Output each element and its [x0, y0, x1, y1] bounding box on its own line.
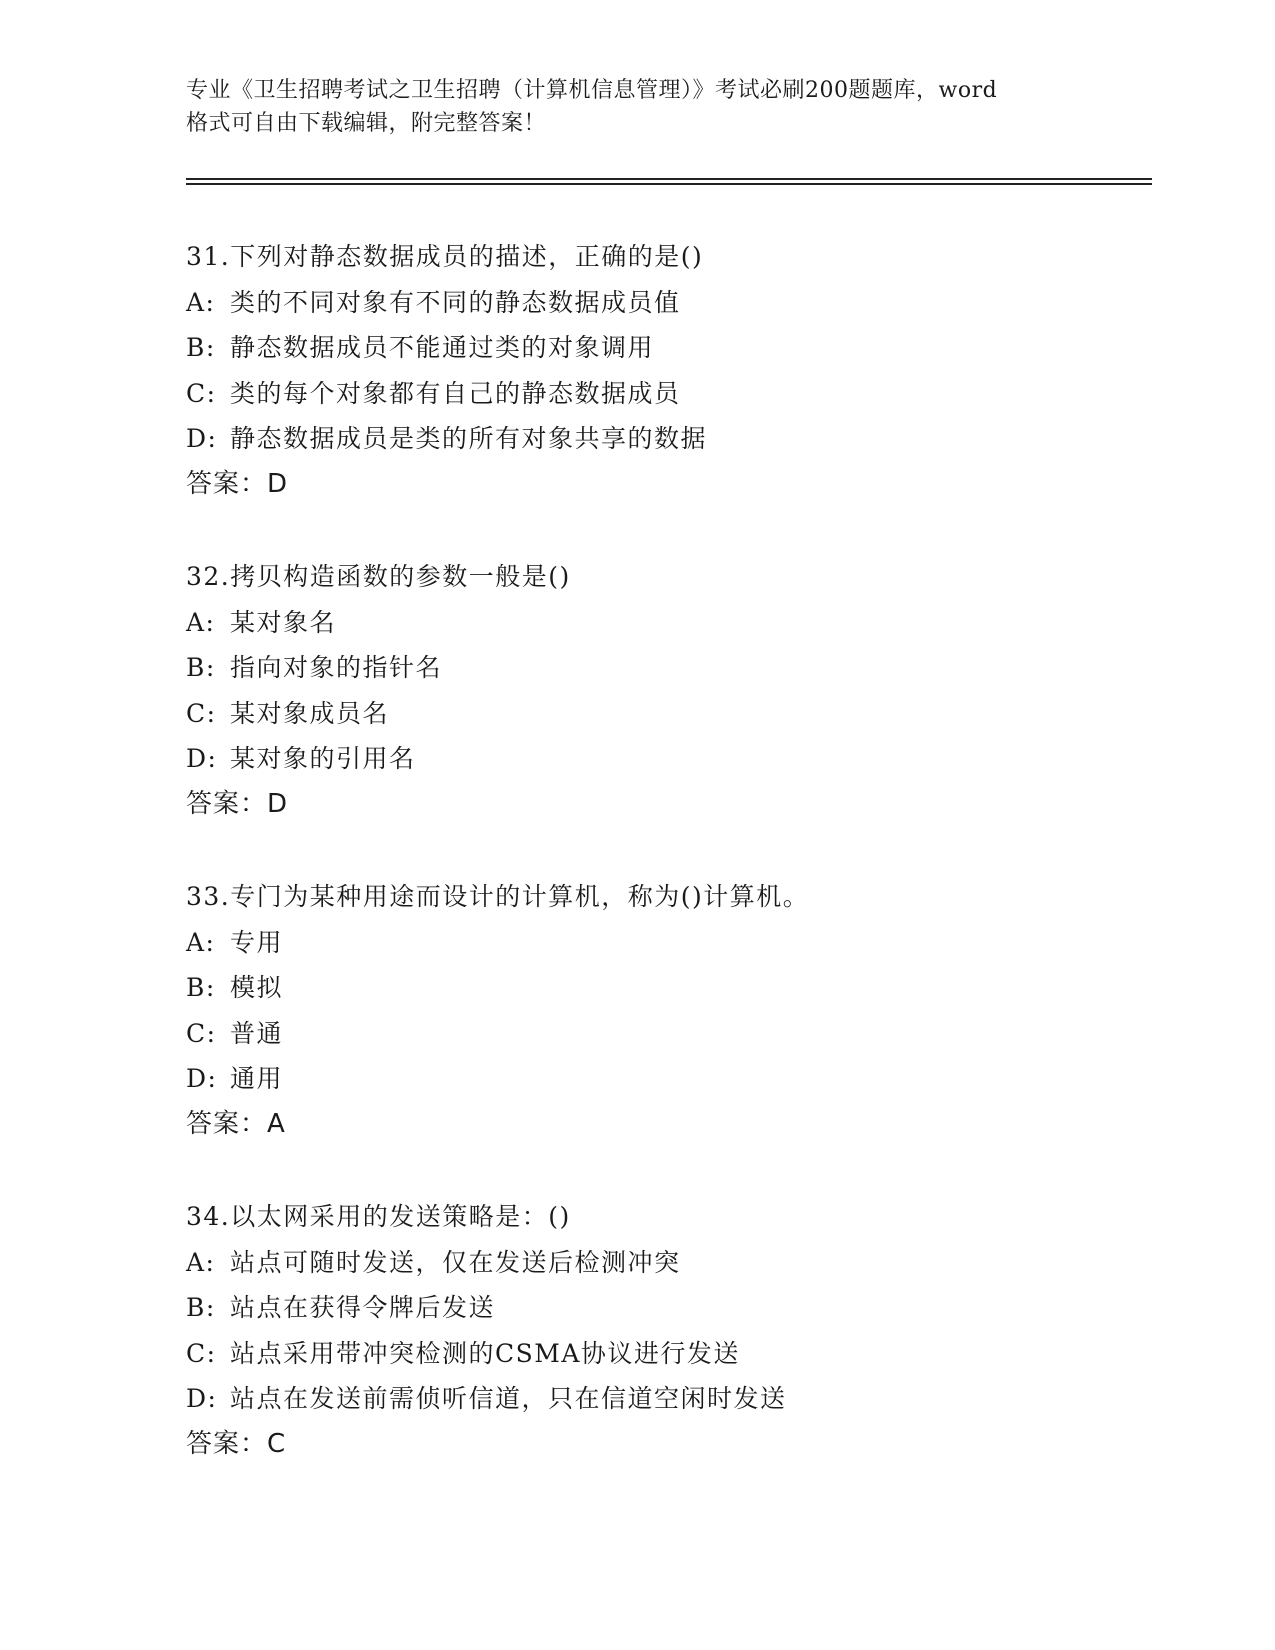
option-text: 某对象名: [230, 607, 337, 637]
option-text: 站点可随时发送，仅在发送后检测冲突: [230, 1247, 681, 1277]
option-text: 静态数据成员是类的所有对象共享的数据: [230, 424, 708, 453]
question-stem: 34.以太网采用的发送策略是：(): [186, 1202, 571, 1231]
question-block: [186, 554, 1146, 827]
option-a: [186, 920, 1146, 966]
option-b: [186, 325, 1146, 371]
option-key: B:: [186, 973, 216, 1002]
question-stem: 32.拷贝构造函数的参数一般是(): [186, 562, 571, 591]
option-key: C:: [186, 1018, 217, 1048]
option-d: [186, 1056, 1146, 1102]
option-key: B:: [186, 1293, 216, 1322]
option-d: [186, 736, 1146, 782]
option-key: D:: [186, 1384, 218, 1413]
option-text: 模拟: [230, 973, 284, 1002]
option-a: [186, 1240, 1146, 1286]
document-header: [186, 74, 1091, 140]
option-b: [186, 965, 1146, 1011]
option-d: [186, 416, 1146, 462]
option-c: [186, 1011, 1146, 1057]
option-text: 某对象成员名: [230, 698, 390, 728]
option-text: 站点在发送前需侦听信道，只在信道空闲时发送: [230, 1384, 787, 1413]
option-key: D:: [186, 424, 218, 453]
option-a: [186, 280, 1146, 326]
option-a: [186, 600, 1146, 646]
answer-line: 答案：D: [186, 468, 289, 499]
option-text: 通用: [230, 1064, 284, 1093]
option-key: A:: [186, 287, 216, 317]
option-text: 站点在获得令牌后发送: [230, 1293, 496, 1322]
option-c: [186, 371, 1146, 417]
option-b: [186, 645, 1146, 691]
option-text: 某对象的引用名: [230, 744, 416, 773]
option-b: [186, 1285, 1146, 1331]
option-text: 指向对象的指针名: [230, 653, 443, 682]
option-key: B:: [186, 653, 216, 682]
option-text: 站点采用带冲突检测的CSMA协议进行发送: [230, 1338, 740, 1368]
option-text: 类的每个对象都有自己的静态数据成员: [230, 378, 681, 408]
option-key: A:: [186, 927, 216, 957]
answer-line: 答案：A: [186, 1108, 286, 1139]
answer-line: 答案：C: [186, 1428, 287, 1459]
header-divider-bottom: [186, 183, 1152, 185]
option-key: C:: [186, 378, 217, 408]
option-key: C:: [186, 1338, 217, 1368]
option-text: 专用: [230, 927, 284, 957]
option-key: B:: [186, 333, 216, 362]
question-block: [186, 234, 1146, 507]
option-text: 类的不同对象有不同的静态数据成员值: [230, 287, 681, 317]
option-key: D:: [186, 1064, 218, 1093]
header-line-2: 格式可自由下载编辑，附完整答案！: [186, 111, 547, 136]
option-key: A:: [186, 1247, 216, 1277]
header-divider-top: [186, 178, 1152, 180]
option-text: 普通: [230, 1018, 284, 1048]
header-line-1: 专业《卫生招聘考试之卫生招聘（计算机信息管理）》考试必刷200题题库，word: [186, 78, 998, 103]
question-block: [186, 1194, 1146, 1467]
option-d: [186, 1376, 1146, 1422]
question-stem: 33.专门为某种用途而设计的计算机，称为()计算机。: [186, 882, 810, 911]
option-c: [186, 1331, 1146, 1377]
option-key: D:: [186, 744, 218, 773]
question-block: [186, 874, 1146, 1147]
option-key: C:: [186, 698, 217, 728]
answer-line: 答案：D: [186, 788, 289, 819]
option-key: A:: [186, 607, 216, 637]
option-c: [186, 691, 1146, 737]
option-text: 静态数据成员不能通过类的对象调用: [230, 333, 655, 362]
question-stem: 31.下列对静态数据成员的描述，正确的是(): [186, 242, 704, 271]
